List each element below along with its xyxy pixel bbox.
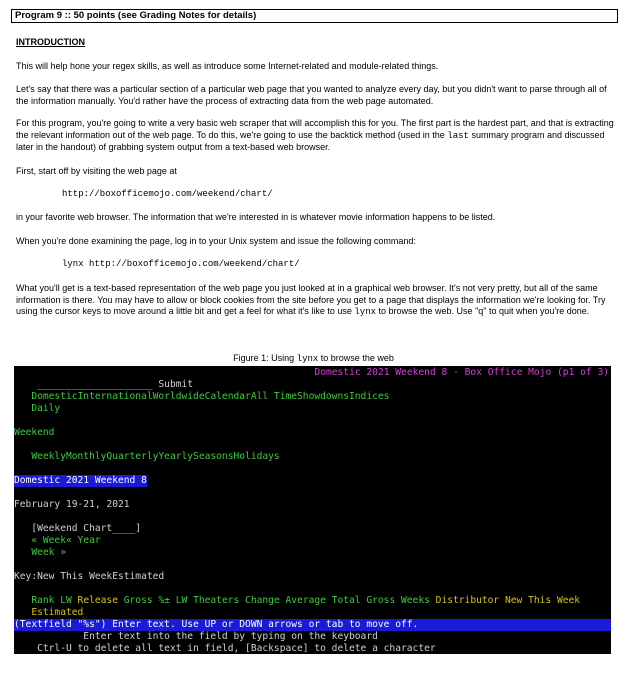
paragraph-2: Let's say that there was a particular section of a particular web page that you wanted to analyze every day, but you didn't want to parse through all of the information manually. You'd rather have the process of extracting data from the web page automated. bbox=[16, 84, 607, 106]
paragraph-4: First, start off by visiting the web page at bbox=[16, 166, 177, 176]
terminal-col-mid[interactable]: Gross %± LW Theaters Change Average Total Gross Weeks bbox=[117, 595, 436, 606]
terminal-help-2: Ctrl-U to delete all text in field, [Backspace] to delete a character bbox=[14, 643, 436, 654]
terminal-selected-link[interactable]: Domestic 2021 Weekend 8 bbox=[14, 475, 147, 486]
caption-code: lynx bbox=[296, 354, 319, 364]
paragraph-7 bbox=[16, 283, 614, 319]
caption-text-b: to browse the web bbox=[318, 353, 394, 363]
paragraph-5: in your favorite web browser. The information that we're interested in is whatever movie information happens to be listed. bbox=[16, 212, 496, 222]
terminal-period-links[interactable]: WeeklyMonthlyQuarterlyYearlySeasonsHolidays bbox=[14, 451, 280, 462]
paragraph-3-text-a: For this program, you're going to write a very basic web scraper that will accomplish this for you. The first part is the hardest part, and that is extracting the relevant information out of the web page. To do this, we're going to use the backtick method (used in the bbox=[16, 118, 614, 140]
paragraph-7-text-b: to browse the web. Use "q" to quit when you're done. bbox=[376, 306, 590, 316]
url-line: http://boxofficemojo.com/weekend/chart/ bbox=[62, 189, 273, 199]
command-line: lynx http://boxofficemojo.com/weekend/chart/ bbox=[62, 259, 300, 269]
terminal-nav-links[interactable]: DomesticInternationalWorldwideCalendarAll TimeShowdownsIndices bbox=[14, 391, 390, 402]
program-header: Program 9 :: 50 points (see Grading Notes for details) bbox=[11, 9, 618, 23]
paragraph-3 bbox=[16, 118, 614, 154]
paragraph-7-text-a: What you'll get is a text-based representation of the web page you just looked at in a graphical web browser. It's not very pretty, but all of the same information is there. You may have to allow or block cookies from the site before you get to a page that displays the information we're looking for. Try using the cursor keys to move around a little bit and get a feel for what it's like to use bbox=[16, 283, 606, 316]
paragraph-6: When you're done examining the page, log in to your Unix system and issue the following command: bbox=[16, 236, 416, 246]
caption-text-a: Figure 1: Using bbox=[233, 353, 297, 363]
terminal-col-rank[interactable]: Rank LW bbox=[14, 595, 78, 606]
terminal-screenshot bbox=[14, 366, 611, 654]
code-last: last bbox=[447, 130, 469, 141]
terminal-dates: February 19-21, 2021 bbox=[14, 499, 130, 510]
terminal-title: Domestic 2021 Weekend 8 - Box Office Mojo (p1 of 3) bbox=[314, 367, 609, 378]
terminal-help-1: Enter text into the field by typing on the keyboard bbox=[14, 631, 378, 642]
terminal-col-release[interactable]: Release bbox=[77, 595, 118, 606]
terminal-week-next-link[interactable]: Week » bbox=[14, 547, 66, 558]
terminal-week-year-link[interactable]: « Week« Year bbox=[14, 535, 101, 546]
terminal-chart-field[interactable]: [Weekend Chart____] bbox=[14, 523, 142, 534]
terminal-col-distributor[interactable]: Distributor New This Week bbox=[435, 595, 581, 606]
figure-caption bbox=[0, 353, 627, 365]
terminal-key-line: Key:New This WeekEstimated bbox=[14, 571, 165, 582]
terminal-weekend-link[interactable]: Weekend bbox=[14, 427, 55, 438]
terminal-nav-daily[interactable]: Daily bbox=[14, 403, 61, 414]
paragraph-3-text-b: summary program and discussed later in the handout) of grabbing system output from a text-based web browser. bbox=[16, 129, 605, 152]
intro-heading bbox=[16, 37, 614, 49]
terminal-estimated: Estimated bbox=[14, 607, 84, 618]
intro-heading-text: INTRODUCTION bbox=[16, 37, 85, 47]
paragraph-1: This will help hone your regex skills, as well as introduce some Internet-related and module-related things. bbox=[16, 61, 439, 71]
terminal-submit-field[interactable]: ____________________ Submit bbox=[14, 379, 194, 390]
terminal-columns bbox=[14, 595, 580, 607]
code-lynx: lynx bbox=[354, 307, 377, 317]
terminal-status-bar: (Textfield "%s") Enter text. Use UP or DOWN arrows or tab to move off. bbox=[14, 619, 611, 631]
